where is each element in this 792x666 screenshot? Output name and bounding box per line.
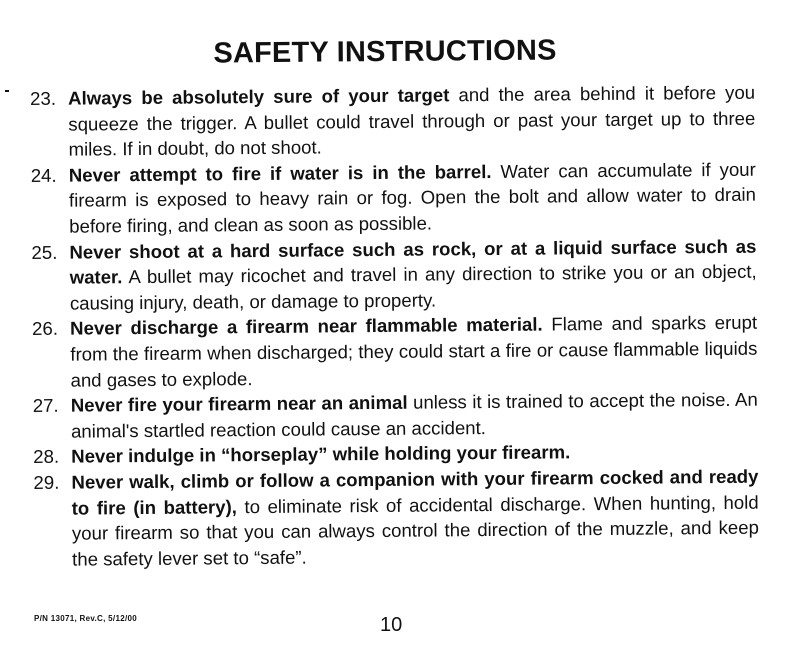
item-number: 23.	[30, 87, 57, 109]
item-number: 24.	[30, 164, 57, 186]
item-text: Water can accumulate if your firearm is exposed to heavy rain or fog. Open the bolt and allow water to drain before firing, and clean as soon as possible.	[68, 158, 757, 237]
item-lead: Never indulge in “horseplay” while holding your firearm.	[71, 441, 571, 467]
item-body	[71, 464, 759, 572]
instruction-item-29	[33, 464, 759, 573]
item-number: 29.	[33, 471, 60, 493]
item-body	[69, 233, 757, 316]
margin-mark	[5, 90, 9, 92]
item-body	[71, 387, 758, 444]
item-text: unless it is trained to accept the noise. An animal's startled reaction could cause an accident.	[70, 388, 758, 442]
item-text: and the area behind it before you squeeze the trigger. A bullet could travel through or past your target up to three miles. If in doubt, do not shoot.	[68, 81, 756, 160]
instruction-list	[30, 80, 759, 573]
item-lead: Never shoot at a hard surface such as rock, or at a liquid surface such as water.	[69, 235, 757, 288]
instruction-item-27	[33, 387, 758, 445]
item-lead: Never discharge a firearm near flammable material.	[70, 313, 543, 340]
page-title: SAFETY INSTRUCTIONS	[213, 34, 557, 70]
item-text: A bullet may ricochet and travel in any direction to strike you or an object, causing injury, death, or damage to property.	[69, 260, 757, 314]
instruction-item-23	[30, 80, 756, 163]
item-number: 25.	[31, 241, 58, 263]
item-body	[70, 310, 758, 393]
instruction-item-26	[32, 310, 758, 393]
item-text: to eliminate risk of accidental discharge. When hunting, hold your firearm so that you can always control the direction of the muzzle, and keep the safety lever set to “safe”.	[71, 491, 759, 570]
item-body	[69, 156, 757, 239]
part-number: P/N 13071, Rev.C, 5/12/00	[34, 614, 137, 623]
item-number: 28.	[33, 446, 60, 468]
instruction-item-25	[31, 233, 757, 316]
instruction-item-24	[31, 156, 757, 239]
item-lead: Never attempt to fire if water is in the barrel.	[68, 160, 492, 186]
item-lead: Never walk, climb or follow a companion with your firearm cocked and ready to fire (in battery),	[71, 465, 759, 519]
page-number: 10	[380, 614, 403, 636]
item-lead: Never fire your firearm near an animal	[70, 391, 408, 416]
item-text: Flame and sparks erupt from the firearm when discharged; they could start a fire or cause flammable liquids and gases to explode.	[70, 312, 758, 391]
item-number: 27.	[32, 394, 59, 417]
item-body	[68, 80, 756, 163]
item-number: 26.	[32, 318, 59, 340]
item-lead: Always be absolutely sure of your target	[68, 84, 450, 109]
